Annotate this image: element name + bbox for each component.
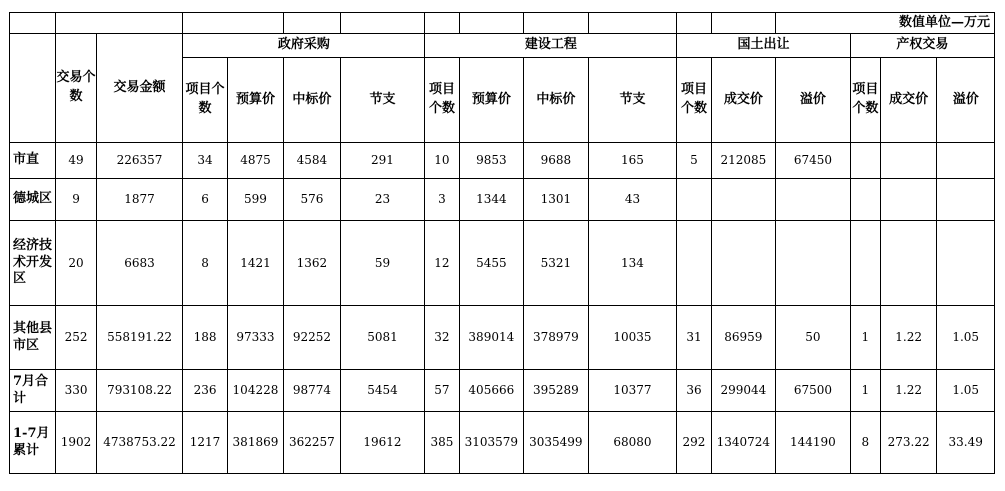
cell [677, 179, 711, 221]
blank-cell [56, 13, 183, 34]
cell [776, 179, 851, 221]
cell: 134 [588, 221, 677, 306]
cell: 33.49 [937, 412, 995, 474]
cell: 395289 [524, 370, 589, 412]
blank-cell [340, 13, 425, 34]
cell: 4738753.22 [96, 412, 183, 474]
unit-note: 数值单位—万元 [776, 13, 995, 34]
blank-cell [10, 13, 56, 34]
cell [880, 143, 936, 179]
cell: 1902 [56, 412, 96, 474]
cell: 12 [425, 221, 459, 306]
cell: 1217 [183, 412, 227, 474]
cell: 381869 [227, 412, 283, 474]
cell: 389014 [459, 306, 524, 370]
cell: 49 [56, 143, 96, 179]
cell: 20 [56, 221, 96, 306]
cell: 188 [183, 306, 227, 370]
cell: 1877 [96, 179, 183, 221]
cell: 405666 [459, 370, 524, 412]
cell: 32 [425, 306, 459, 370]
row-label: 7月合计 [10, 370, 56, 412]
group-build: 建设工程 [425, 34, 677, 58]
cell: 43 [588, 179, 677, 221]
blank-cell [425, 13, 459, 34]
cell: 212085 [711, 143, 776, 179]
cell: 165 [588, 143, 677, 179]
cell [937, 221, 995, 306]
cell: 291 [340, 143, 425, 179]
corner-cell [10, 34, 56, 143]
cell: 292 [677, 412, 711, 474]
cell: 5 [677, 143, 711, 179]
cell: 1301 [524, 179, 589, 221]
blank-cell [711, 13, 776, 34]
cell: 34 [183, 143, 227, 179]
blank-cell [677, 13, 711, 34]
table-row [10, 221, 995, 306]
cell: 9 [56, 179, 96, 221]
header-land-premium: 溢价 [776, 58, 851, 143]
group-land: 国土出让 [677, 34, 850, 58]
cell [850, 221, 880, 306]
cell: 59 [340, 221, 425, 306]
cell: 23 [340, 179, 425, 221]
cell: 67450 [776, 143, 851, 179]
cell: 1362 [284, 221, 340, 306]
cell: 8 [850, 412, 880, 474]
cell: 1.22 [880, 306, 936, 370]
cell: 1340724 [711, 412, 776, 474]
header-build-count: 项目个数 [425, 58, 459, 143]
cell: 19612 [340, 412, 425, 474]
table-row [10, 179, 995, 221]
cell: 8 [183, 221, 227, 306]
row-label: 经济技术开发区 [10, 221, 56, 306]
cell: 67500 [776, 370, 851, 412]
cell: 144190 [776, 412, 851, 474]
blank-cell [588, 13, 677, 34]
header-prop-count: 项目个数 [850, 58, 880, 143]
header-tx-count: 交易个数 [56, 34, 96, 143]
cell [937, 179, 995, 221]
cell: 1.05 [937, 370, 995, 412]
cell: 1.22 [880, 370, 936, 412]
group-property: 产权交易 [850, 34, 994, 58]
cell: 793108.22 [96, 370, 183, 412]
blank-cell [459, 13, 524, 34]
header-prop-premium: 溢价 [937, 58, 995, 143]
cell: 5455 [459, 221, 524, 306]
cell: 10377 [588, 370, 677, 412]
header-gov-bid: 中标价 [284, 58, 340, 143]
cell: 1 [850, 370, 880, 412]
cell: 599 [227, 179, 283, 221]
cell: 36 [677, 370, 711, 412]
header-gov-budget: 预算价 [227, 58, 283, 143]
row-label: 1-7月累计 [10, 412, 56, 474]
table-row [10, 370, 995, 412]
cell: 10035 [588, 306, 677, 370]
cell: 10 [425, 143, 459, 179]
header-gov-save: 节支 [340, 58, 425, 143]
table-row [10, 306, 995, 370]
cell: 5454 [340, 370, 425, 412]
cell [937, 143, 995, 179]
cell: 362257 [284, 412, 340, 474]
table-row [10, 143, 995, 179]
cell: 330 [56, 370, 96, 412]
cell: 3 [425, 179, 459, 221]
cell: 558191.22 [96, 306, 183, 370]
header-prop-deal: 成交价 [880, 58, 936, 143]
cell: 9688 [524, 143, 589, 179]
cell: 4875 [227, 143, 283, 179]
row-label: 其他县市区 [10, 306, 56, 370]
cell [850, 143, 880, 179]
cell: 1344 [459, 179, 524, 221]
cell [880, 179, 936, 221]
cell [711, 221, 776, 306]
cell [677, 221, 711, 306]
cell: 5321 [524, 221, 589, 306]
cell: 378979 [524, 306, 589, 370]
cell [850, 179, 880, 221]
cell [711, 179, 776, 221]
cell: 576 [284, 179, 340, 221]
cell: 104228 [227, 370, 283, 412]
cell [776, 221, 851, 306]
cell: 1.05 [937, 306, 995, 370]
cell: 3035499 [524, 412, 589, 474]
unit-row [10, 13, 995, 34]
cell: 5081 [340, 306, 425, 370]
cell: 252 [56, 306, 96, 370]
row-label: 市直 [10, 143, 56, 179]
cell: 1 [850, 306, 880, 370]
cell: 299044 [711, 370, 776, 412]
cell: 6683 [96, 221, 183, 306]
blank-cell [183, 13, 284, 34]
row-label: 德城区 [10, 179, 56, 221]
cell [880, 221, 936, 306]
cell: 3103579 [459, 412, 524, 474]
header-land-count: 项目个数 [677, 58, 711, 143]
group-header-row [10, 34, 995, 58]
cell: 86959 [711, 306, 776, 370]
cell: 98774 [284, 370, 340, 412]
group-gov: 政府采购 [183, 34, 425, 58]
cell: 9853 [459, 143, 524, 179]
cell: 6 [183, 179, 227, 221]
cell: 4584 [284, 143, 340, 179]
header-gov-count: 项目个数 [183, 58, 227, 143]
cell: 385 [425, 412, 459, 474]
header-build-budget: 预算价 [459, 58, 524, 143]
header-tx-amount: 交易金额 [96, 34, 183, 143]
cell: 68080 [588, 412, 677, 474]
blank-cell [524, 13, 589, 34]
table-row [10, 412, 995, 474]
cell: 236 [183, 370, 227, 412]
cell: 92252 [284, 306, 340, 370]
header-build-bid: 中标价 [524, 58, 589, 143]
cell: 1421 [227, 221, 283, 306]
cell: 273.22 [880, 412, 936, 474]
header-build-save: 节支 [588, 58, 677, 143]
cell: 97333 [227, 306, 283, 370]
blank-cell [284, 13, 340, 34]
cell: 50 [776, 306, 851, 370]
header-land-deal: 成交价 [711, 58, 776, 143]
stats-table [9, 12, 995, 474]
cell: 226357 [96, 143, 183, 179]
cell: 57 [425, 370, 459, 412]
cell: 31 [677, 306, 711, 370]
